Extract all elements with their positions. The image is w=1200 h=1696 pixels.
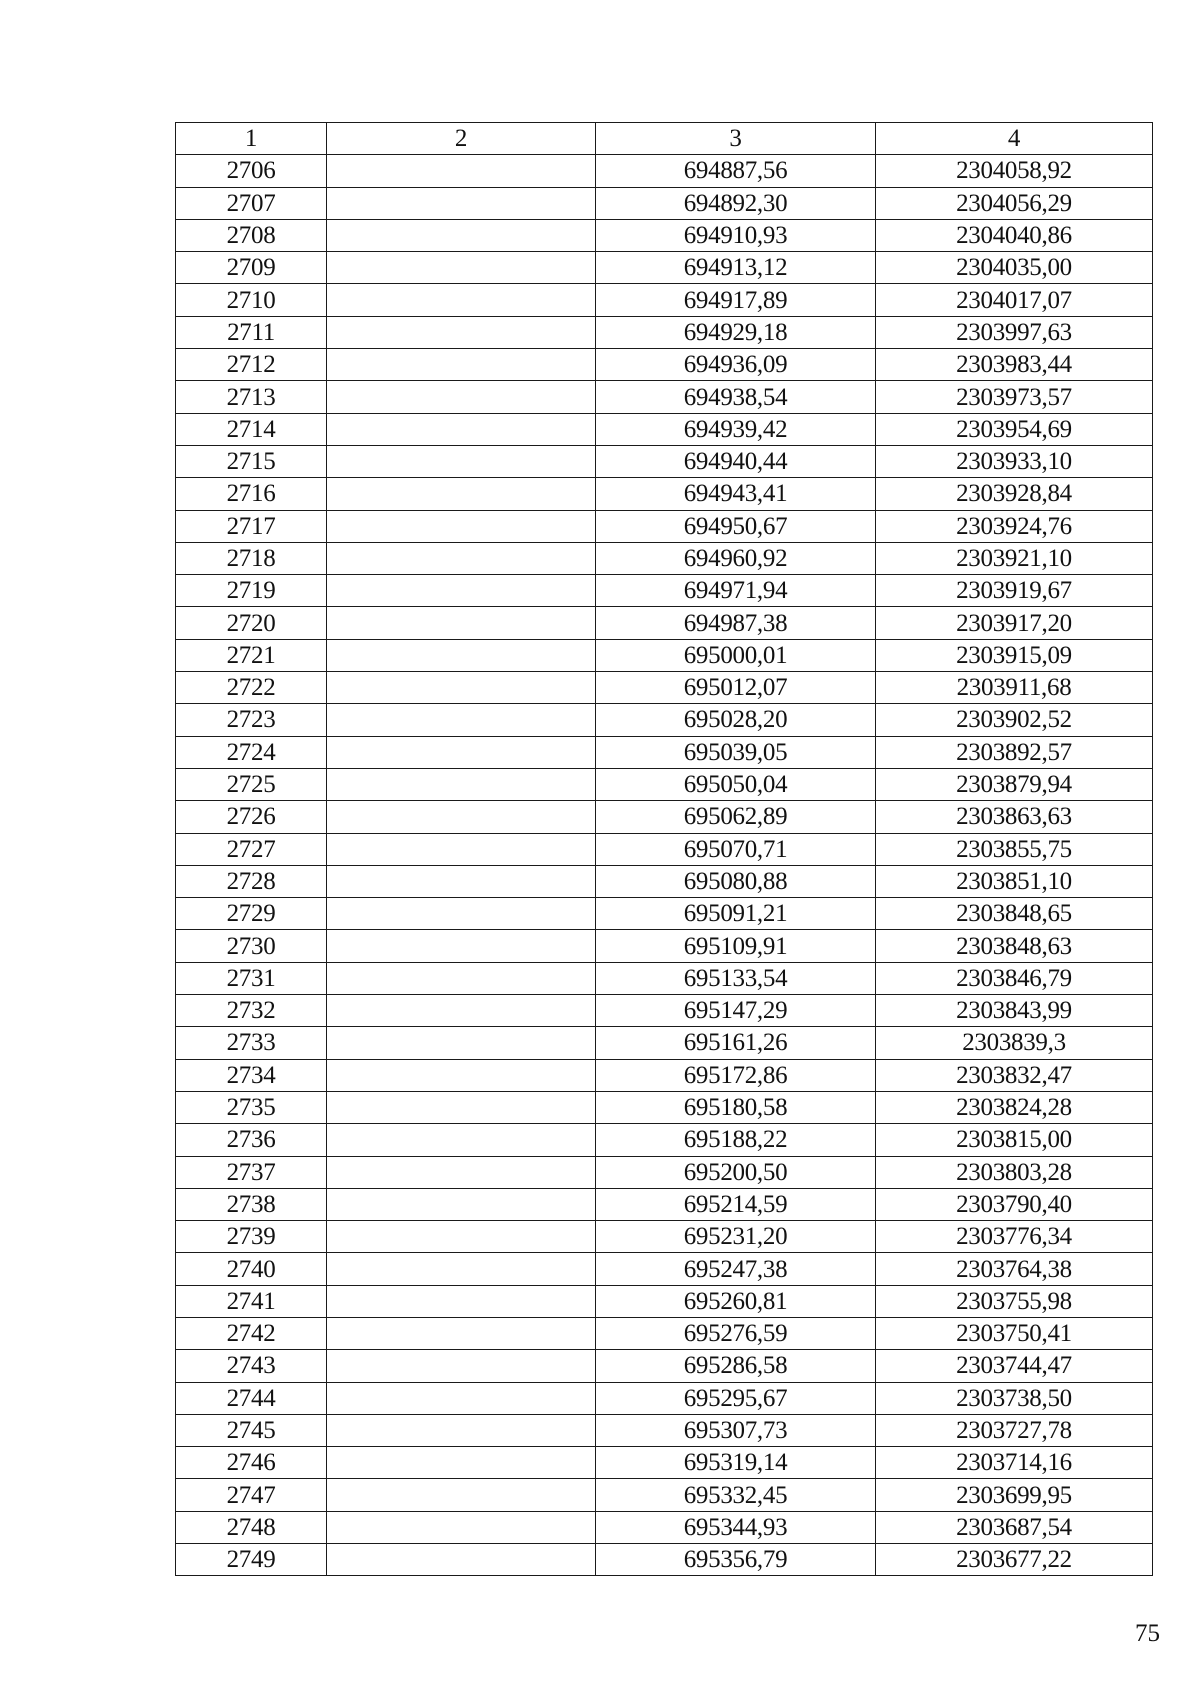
table-row (176, 1027, 1153, 1059)
y-coordinate: 2303687,54 (876, 1511, 1153, 1543)
x-coordinate: 694940,44 (596, 445, 876, 477)
y-coordinate: 2303839,3 (876, 1027, 1153, 1059)
x-coordinate: 695070,71 (596, 833, 876, 865)
point-number: 2737 (176, 1156, 327, 1188)
point-number: 2720 (176, 607, 327, 639)
y-coordinate: 2303973,57 (876, 381, 1153, 413)
x-coordinate: 694887,56 (596, 155, 876, 187)
x-coordinate: 694913,12 (596, 252, 876, 284)
name-cell (327, 704, 596, 736)
y-coordinate: 2303790,40 (876, 1188, 1153, 1220)
point-number: 2730 (176, 930, 327, 962)
y-coordinate: 2303928,84 (876, 478, 1153, 510)
point-number: 2745 (176, 1414, 327, 1446)
point-number: 2733 (176, 1027, 327, 1059)
x-coordinate: 695050,04 (596, 768, 876, 800)
x-coordinate: 695000,01 (596, 639, 876, 671)
point-number: 2742 (176, 1317, 327, 1349)
name-cell (327, 219, 596, 251)
y-coordinate: 2303855,75 (876, 833, 1153, 865)
y-coordinate: 2303997,63 (876, 316, 1153, 348)
x-coordinate: 695214,59 (596, 1188, 876, 1220)
table-row (176, 1124, 1153, 1156)
table-row (176, 284, 1153, 316)
y-coordinate: 2303714,16 (876, 1447, 1153, 1479)
point-number: 2748 (176, 1511, 327, 1543)
x-coordinate: 695133,54 (596, 962, 876, 994)
header-col-3: 3 (596, 123, 876, 155)
table-row (176, 1350, 1153, 1382)
name-cell (327, 1414, 596, 1446)
point-number: 2707 (176, 187, 327, 219)
name-cell (327, 1317, 596, 1349)
y-coordinate: 2303863,63 (876, 801, 1153, 833)
table-row (176, 187, 1153, 219)
x-coordinate: 695172,86 (596, 1059, 876, 1091)
table-row (176, 542, 1153, 574)
name-cell (327, 1188, 596, 1220)
table-row (176, 1511, 1153, 1543)
name-cell (327, 1091, 596, 1123)
y-coordinate: 2303919,67 (876, 575, 1153, 607)
name-cell (327, 736, 596, 768)
x-coordinate: 694936,09 (596, 349, 876, 381)
y-coordinate: 2303832,47 (876, 1059, 1153, 1091)
x-coordinate: 695109,91 (596, 930, 876, 962)
page-number: 75 (1135, 1620, 1160, 1647)
table-row (176, 1414, 1153, 1446)
name-cell (327, 1253, 596, 1285)
table-row (176, 1382, 1153, 1414)
y-coordinate: 2304056,29 (876, 187, 1153, 219)
table-header (176, 123, 1153, 155)
point-number: 2724 (176, 736, 327, 768)
name-cell (327, 284, 596, 316)
point-number: 2713 (176, 381, 327, 413)
header-col-4: 4 (876, 123, 1153, 155)
name-cell (327, 1156, 596, 1188)
x-coordinate: 695028,20 (596, 704, 876, 736)
point-number: 2729 (176, 898, 327, 930)
point-number: 2744 (176, 1382, 327, 1414)
table-row (176, 1253, 1153, 1285)
y-coordinate: 2303843,99 (876, 995, 1153, 1027)
point-number: 2717 (176, 510, 327, 542)
name-cell (327, 1350, 596, 1382)
table-row (176, 801, 1153, 833)
point-number: 2714 (176, 413, 327, 445)
name-cell (327, 930, 596, 962)
table-row (176, 930, 1153, 962)
table-row (176, 607, 1153, 639)
y-coordinate: 2303911,68 (876, 672, 1153, 704)
table-row (176, 898, 1153, 930)
x-coordinate: 695276,59 (596, 1317, 876, 1349)
table-row (176, 1188, 1153, 1220)
name-cell (327, 995, 596, 1027)
table-row (176, 768, 1153, 800)
x-coordinate: 695188,22 (596, 1124, 876, 1156)
name-cell (327, 1124, 596, 1156)
y-coordinate: 2303848,63 (876, 930, 1153, 962)
header-col-2: 2 (327, 123, 596, 155)
name-cell (327, 575, 596, 607)
name-cell (327, 1447, 596, 1479)
table-row (176, 575, 1153, 607)
name-cell (327, 1382, 596, 1414)
x-coordinate: 694892,30 (596, 187, 876, 219)
table-row (176, 1479, 1153, 1511)
name-cell (327, 252, 596, 284)
x-coordinate: 695147,29 (596, 995, 876, 1027)
table-row (176, 445, 1153, 477)
point-number: 2709 (176, 252, 327, 284)
point-number: 2732 (176, 995, 327, 1027)
point-number: 2712 (176, 349, 327, 381)
table-row (176, 1059, 1153, 1091)
x-coordinate: 695295,67 (596, 1382, 876, 1414)
table-row (176, 1544, 1153, 1576)
table-row (176, 1447, 1153, 1479)
header-col-1: 1 (176, 123, 327, 155)
point-number: 2708 (176, 219, 327, 251)
x-coordinate: 694987,38 (596, 607, 876, 639)
y-coordinate: 2303848,65 (876, 898, 1153, 930)
y-coordinate: 2303727,78 (876, 1414, 1153, 1446)
name-cell (327, 381, 596, 413)
y-coordinate: 2303824,28 (876, 1091, 1153, 1123)
x-coordinate: 695200,50 (596, 1156, 876, 1188)
x-coordinate: 694960,92 (596, 542, 876, 574)
table-row (176, 219, 1153, 251)
table-row (176, 478, 1153, 510)
y-coordinate: 2303917,20 (876, 607, 1153, 639)
name-cell (327, 865, 596, 897)
name-cell (327, 542, 596, 574)
point-number: 2711 (176, 316, 327, 348)
table-row (176, 1285, 1153, 1317)
table-row (176, 865, 1153, 897)
point-number: 2706 (176, 155, 327, 187)
name-cell (327, 1285, 596, 1317)
name-cell (327, 349, 596, 381)
y-coordinate: 2304058,92 (876, 155, 1153, 187)
name-cell (327, 1544, 596, 1576)
point-number: 2725 (176, 768, 327, 800)
x-coordinate: 695260,81 (596, 1285, 876, 1317)
name-cell (327, 155, 596, 187)
table-row (176, 1221, 1153, 1253)
name-cell (327, 478, 596, 510)
x-coordinate: 694910,93 (596, 219, 876, 251)
name-cell (327, 768, 596, 800)
point-number: 2734 (176, 1059, 327, 1091)
x-coordinate: 694929,18 (596, 316, 876, 348)
y-coordinate: 2303983,44 (876, 349, 1153, 381)
y-coordinate: 2304017,07 (876, 284, 1153, 316)
table-row (176, 704, 1153, 736)
y-coordinate: 2303744,47 (876, 1350, 1153, 1382)
x-coordinate: 695012,07 (596, 672, 876, 704)
y-coordinate: 2303954,69 (876, 413, 1153, 445)
name-cell (327, 1027, 596, 1059)
point-number: 2726 (176, 801, 327, 833)
x-coordinate: 694950,67 (596, 510, 876, 542)
name-cell (327, 1059, 596, 1091)
y-coordinate: 2303776,34 (876, 1221, 1153, 1253)
y-coordinate: 2303851,10 (876, 865, 1153, 897)
name-cell (327, 316, 596, 348)
coordinates-table (175, 122, 1153, 1576)
table-body (176, 155, 1153, 1576)
table-row (176, 252, 1153, 284)
name-cell (327, 510, 596, 542)
point-number: 2718 (176, 542, 327, 574)
y-coordinate: 2303815,00 (876, 1124, 1153, 1156)
point-number: 2715 (176, 445, 327, 477)
table-row (176, 349, 1153, 381)
y-coordinate: 2303764,38 (876, 1253, 1153, 1285)
name-cell (327, 1479, 596, 1511)
x-coordinate: 695344,93 (596, 1511, 876, 1543)
y-coordinate: 2303924,76 (876, 510, 1153, 542)
name-cell (327, 962, 596, 994)
point-number: 2727 (176, 833, 327, 865)
y-coordinate: 2303755,98 (876, 1285, 1153, 1317)
point-number: 2721 (176, 639, 327, 671)
name-cell (327, 801, 596, 833)
y-coordinate: 2303921,10 (876, 542, 1153, 574)
y-coordinate: 2303892,57 (876, 736, 1153, 768)
point-number: 2719 (176, 575, 327, 607)
y-coordinate: 2303902,52 (876, 704, 1153, 736)
y-coordinate: 2303677,22 (876, 1544, 1153, 1576)
point-number: 2710 (176, 284, 327, 316)
x-coordinate: 695180,58 (596, 1091, 876, 1123)
point-number: 2722 (176, 672, 327, 704)
name-cell (327, 607, 596, 639)
x-coordinate: 695091,21 (596, 898, 876, 930)
x-coordinate: 694943,41 (596, 478, 876, 510)
x-coordinate: 694971,94 (596, 575, 876, 607)
name-cell (327, 1511, 596, 1543)
point-number: 2746 (176, 1447, 327, 1479)
point-number: 2740 (176, 1253, 327, 1285)
point-number: 2739 (176, 1221, 327, 1253)
y-coordinate: 2303803,28 (876, 1156, 1153, 1188)
name-cell (327, 639, 596, 671)
x-coordinate: 695286,58 (596, 1350, 876, 1382)
point-number: 2743 (176, 1350, 327, 1382)
y-coordinate: 2303738,50 (876, 1382, 1153, 1414)
x-coordinate: 695332,45 (596, 1479, 876, 1511)
name-cell (327, 187, 596, 219)
x-coordinate: 695319,14 (596, 1447, 876, 1479)
x-coordinate: 695161,26 (596, 1027, 876, 1059)
point-number: 2747 (176, 1479, 327, 1511)
y-coordinate: 2303699,95 (876, 1479, 1153, 1511)
header-row (176, 123, 1153, 155)
x-coordinate: 695356,79 (596, 1544, 876, 1576)
name-cell (327, 445, 596, 477)
table-row (176, 381, 1153, 413)
table-row (176, 672, 1153, 704)
point-number: 2716 (176, 478, 327, 510)
x-coordinate: 695062,89 (596, 801, 876, 833)
x-coordinate: 695247,38 (596, 1253, 876, 1285)
y-coordinate: 2303933,10 (876, 445, 1153, 477)
name-cell (327, 672, 596, 704)
point-number: 2741 (176, 1285, 327, 1317)
table-row (176, 639, 1153, 671)
x-coordinate: 694939,42 (596, 413, 876, 445)
table-row (176, 155, 1153, 187)
point-number: 2731 (176, 962, 327, 994)
table-row (176, 1156, 1153, 1188)
point-number: 2749 (176, 1544, 327, 1576)
y-coordinate: 2303846,79 (876, 962, 1153, 994)
point-number: 2723 (176, 704, 327, 736)
x-coordinate: 694917,89 (596, 284, 876, 316)
x-coordinate: 695039,05 (596, 736, 876, 768)
name-cell (327, 413, 596, 445)
x-coordinate: 695231,20 (596, 1221, 876, 1253)
name-cell (327, 898, 596, 930)
point-number: 2738 (176, 1188, 327, 1220)
table-row (176, 510, 1153, 542)
table-row (176, 1317, 1153, 1349)
table-row (176, 316, 1153, 348)
table-row (176, 736, 1153, 768)
table-row (176, 833, 1153, 865)
y-coordinate: 2304035,00 (876, 252, 1153, 284)
point-number: 2728 (176, 865, 327, 897)
x-coordinate: 695307,73 (596, 1414, 876, 1446)
table-row (176, 413, 1153, 445)
name-cell (327, 833, 596, 865)
table-row (176, 995, 1153, 1027)
y-coordinate: 2303750,41 (876, 1317, 1153, 1349)
y-coordinate: 2303879,94 (876, 768, 1153, 800)
point-number: 2735 (176, 1091, 327, 1123)
y-coordinate: 2303915,09 (876, 639, 1153, 671)
name-cell (327, 1221, 596, 1253)
table-row (176, 962, 1153, 994)
x-coordinate: 695080,88 (596, 865, 876, 897)
y-coordinate: 2304040,86 (876, 219, 1153, 251)
point-number: 2736 (176, 1124, 327, 1156)
table-row (176, 1091, 1153, 1123)
x-coordinate: 694938,54 (596, 381, 876, 413)
